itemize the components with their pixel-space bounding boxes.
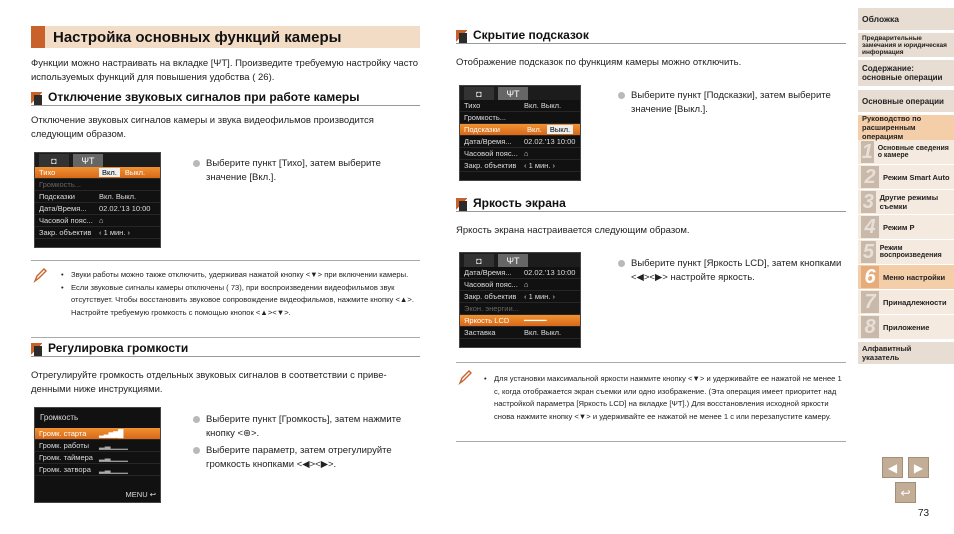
note-box-brightness [456,362,846,442]
hints-text: Отображение подсказок по функциям камеры можно отключить. [456,57,742,68]
camera-tab-setup: ΨΤ [73,154,103,167]
camera-row: Громк. старта ▂▃▅▆█ [35,428,160,440]
camera-row: Заставка Вкл. Выкл. [460,327,580,339]
section-marker [31,92,42,105]
next-page-button[interactable] [908,457,929,478]
camera-row: Громкость... [35,179,160,191]
volume-screen-title: Громкость [40,413,79,422]
section-heading-sound [31,89,420,106]
section-title: Регулировка громкости [48,341,189,355]
section-title: Отключение звуковых сигналов при работе камеры [48,90,360,104]
camera-tab-shoot: ◘ [464,254,494,267]
sidebar-chapter-4[interactable]: 4 Режим P [858,215,954,239]
title-marker [31,26,45,48]
sidebar-chapter-6[interactable]: 6 Меню настройки [858,265,954,289]
camera-tab-setup: ΨΤ [498,254,528,267]
sidebar-nav [858,8,954,367]
sidebar-item-index[interactable]: Алфавитный указатель [858,342,954,364]
camera-screen-quiet [34,152,161,248]
note-item: • Звуки работы можно также отключить, удерживая нажатой кнопку <▼> при включении камеры. [61,269,417,282]
sidebar-item-contents[interactable]: Содержание: основные операции [858,60,954,86]
camera-row: Тихо Вкл. Выкл. [35,167,160,179]
camera-row: Подсказки Вкл. Выкл. [460,124,580,136]
page-title: Настройка основных функций камеры [53,28,342,46]
sidebar-item-basic-operations[interactable]: Основные операции [858,90,954,112]
instruction-volume-1 [193,413,408,441]
camera-row: Дата/Время... 02.02.'13 10:00 [35,203,160,215]
instruction-text: Выберите пункт [Яркость LCD], затем кнопками <◀><▶> настройте яркость. [631,258,842,283]
camera-row: Яркость LCD ━━━━━ [460,315,580,327]
camera-tabs [460,86,580,100]
instruction-text: Выберите пункт [Тихо], затем выберите значение [Вкл.]. [206,158,381,183]
section-marker [31,343,42,356]
sidebar-item-advanced[interactable]: Руководство по расширенным операциям [858,115,954,140]
sidebar-chapter-5[interactable]: 5 Режим воспроизведения [858,240,954,264]
arrow-right-icon: ▶ [913,460,924,475]
camera-row: Закр. объектив ‹ 1 мин. › [35,227,160,239]
camera-row: Часовой пояс... ⌂ [460,148,580,160]
arrow-left-icon: ◀ [887,460,898,475]
prev-page-button[interactable] [882,457,903,478]
camera-row: Часовой пояс... ⌂ [35,215,160,227]
bullet-dot [193,160,200,167]
sidebar-chapter-1[interactable]: 1 Основные сведения о камере [858,140,954,164]
section-heading-hints [456,27,846,44]
camera-row: Подсказки Вкл. Выкл. [35,191,160,203]
instruction-hints [618,89,838,117]
page-title-bar [31,26,420,48]
section-marker [456,30,467,43]
camera-tabs [35,153,160,167]
pencil-icon [33,267,47,283]
bullet-dot [618,92,625,99]
camera-row: Громк. затвора ▂▃▁▁▁ [35,464,160,476]
intro-text: Функции можно настраивать на вкладке [ΨΤ]. Произведите требуемую настройку часто используемых функций для повышения удобства ( 26). [31,58,418,83]
note-item: • Для установки максимальной яркости нажмите кнопку <▼> и удерживайте ее нажатой не менее 1 с, когда отображается экран съемки или одно изображение. (Эта операция имеет приоритет над настройкой параметра [Яркость LCD] на вкладке [ΨΤ].) Для восстановления исходной яркости снова нажмите кнопку <▼> и удерживайте ее нажатой не менее 1 с или перезапустите камеру. [484,373,844,423]
sidebar-chapter-8[interactable]: 8 Приложение [858,315,954,339]
sidebar-chapter-3[interactable]: 3 Другие режимы съемки [858,190,954,214]
bullet-dot [618,260,625,267]
camera-row: Громкость... [460,112,580,124]
sound-text: Отключение звуковых сигналов камеры и звука видеофильмов производится следующим образом. [31,115,374,140]
camera-screen-hints [459,85,581,181]
camera-row: Экон. энергии... [460,303,580,315]
section-title: Яркость экрана [473,196,566,210]
camera-row: Дата/Время... 02.02.'13 10:00 [460,136,580,148]
instruction-text: Выберите пункт [Громкость], затем нажмите кнопку <⊛>. [206,414,402,439]
instruction-text: Выберите пункт [Подсказки], затем выберите значение [Выкл.]. [631,90,831,115]
section-title: Скрытие подсказок [473,28,589,42]
sidebar-chapter-7[interactable]: 7 Принадлежности [858,290,954,314]
volume-text: Отрегулируйте громкость отдельных звуковых сигналов в соответствии с приве-денными ниже инструкциями. [31,370,387,395]
instruction-text: Выберите параметр, затем отрегулируйте громкость кнопками <◀><▶>. [206,445,392,470]
note-item: • Если звуковые сигналы камеры отключены ( 73), при воспроизведении видеофильмов звук отсутствует. Чтобы восстановить звуковое сопровождение видеофильмов, нажмите кнопку <▲>. Настройте требуемую громкость с помощью кнопок <▲><▼>. [61,282,417,320]
camera-tab-shoot: ◘ [464,87,494,100]
camera-row: Закр. объектив ‹ 1 мин. › [460,160,580,172]
note-box-sound [31,260,420,338]
camera-screen-volume [34,407,161,503]
instruction-volume-2 [193,444,408,472]
camera-row: Дата/Время... 02.02.'13 10:00 [460,267,580,279]
camera-tab-setup: ΨΤ [498,87,528,100]
camera-row: Громк. работы ▂▃▁▁▁ [35,440,160,452]
page-number: 73 [918,508,930,519]
camera-tabs [460,253,580,267]
camera-screen-brightness [459,252,581,348]
menu-back-label: MENU ↩ [125,490,156,499]
section-heading-brightness [456,195,846,212]
camera-row: Тихо Вкл. Выкл. [460,100,580,112]
pencil-icon [458,369,472,385]
camera-tab-shoot: ◘ [39,154,69,167]
camera-row: Громк. таймера ▂▃▁▁▁ [35,452,160,464]
return-icon: ↩ [900,485,911,500]
section-marker [456,198,467,211]
instruction-brightness [618,257,843,285]
section-heading-volume [31,340,420,357]
camera-row: Закр. объектив ‹ 1 мин. › [460,291,580,303]
bullet-dot [193,447,200,454]
bullet-dot [193,416,200,423]
instruction-quiet [193,157,403,185]
brightness-text: Яркость экрана настраивается следующим образом. [456,225,690,236]
sidebar-chapter-2[interactable]: 2 Режим Smart Auto [858,165,954,189]
back-button[interactable] [895,482,916,503]
sidebar-item-cover[interactable]: Обложка [858,8,954,30]
camera-row: Часовой пояс... ⌂ [460,279,580,291]
sidebar-item-preliminary[interactable]: Предварительные замечания и юридическая информация [858,33,954,57]
